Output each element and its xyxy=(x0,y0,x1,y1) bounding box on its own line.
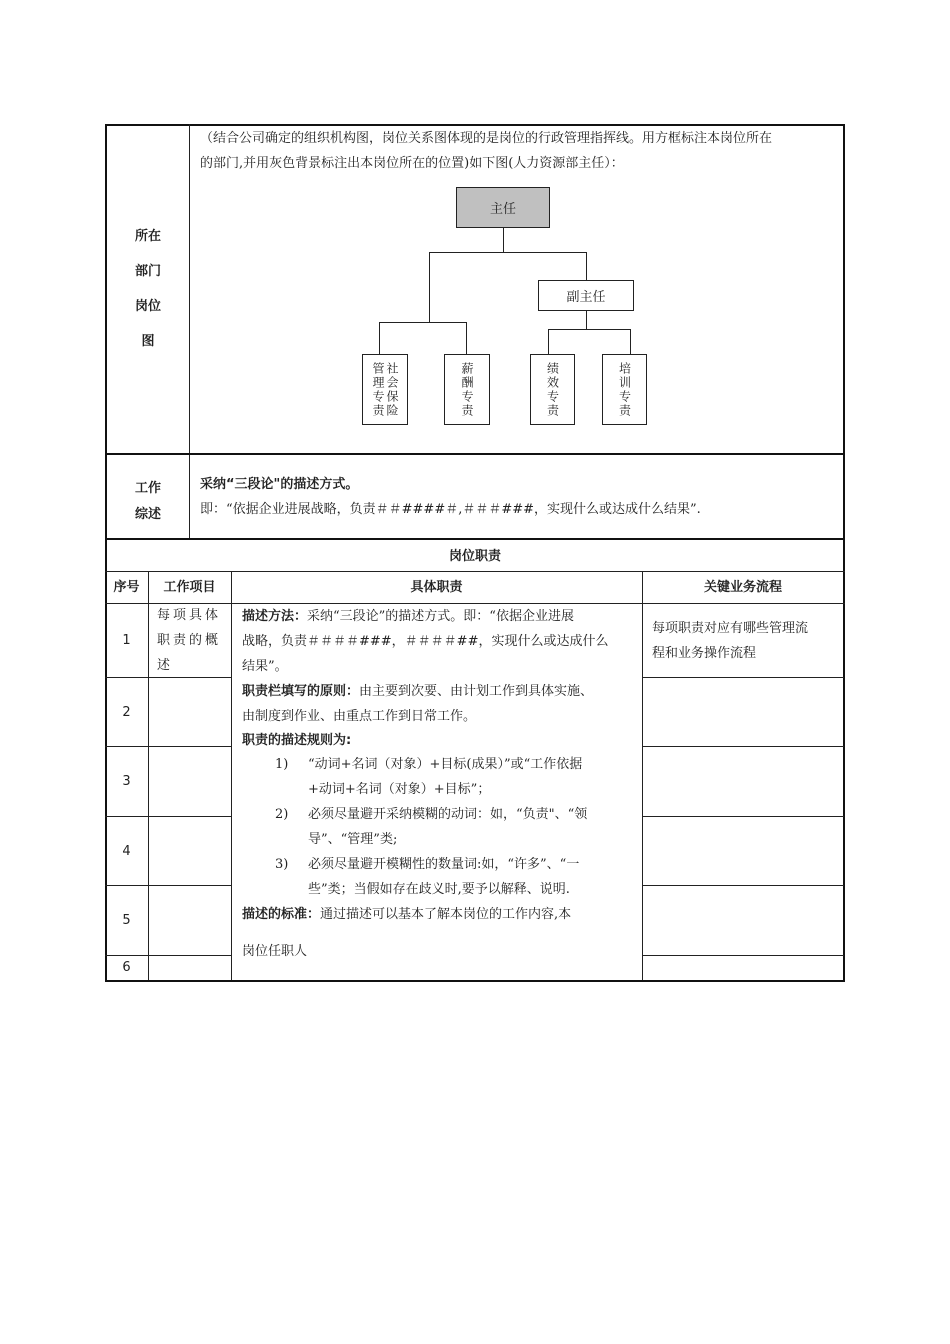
section2-label-1: 工作 xyxy=(134,481,161,496)
org-connector xyxy=(630,329,631,354)
duty-rules-label: 职责的描述规则为: xyxy=(242,733,352,748)
org-connector xyxy=(586,310,587,329)
section-divider-1 xyxy=(105,453,845,455)
org-node-salary: 薪酬专责 xyxy=(444,354,490,425)
col-divider-1 xyxy=(148,571,149,981)
duty-standard-label: 描述的标准： xyxy=(242,907,321,922)
row-number: 1 xyxy=(122,633,131,648)
duty-standard-line2: 岗位任职人 xyxy=(242,944,308,959)
org-connector xyxy=(503,228,504,252)
section-divider-2 xyxy=(105,538,845,540)
section2-line1: 采纳“三段论"的描述方式。 xyxy=(200,477,359,492)
duty-title-divider xyxy=(105,571,845,572)
header-seq: 序号 xyxy=(113,580,140,595)
header-key-process: 关键业务流程 xyxy=(703,580,782,595)
section2-line2: 即：“依据企业进展战略，负责＃＃####＃,＃＃＃###，实现什么或达成什么结果”. xyxy=(200,502,701,517)
row-number: 2 xyxy=(122,705,131,720)
header-duties: 具体职责 xyxy=(410,580,463,595)
section1-label-4: 图 xyxy=(141,334,155,349)
row1-flow-line2: 程和业务操作流程 xyxy=(652,646,757,661)
duty-principle xyxy=(242,679,593,704)
rule1-line2: +动词+名词（对象）+目标”； xyxy=(308,782,491,797)
section1-label-2: 部门 xyxy=(134,264,161,279)
duty-standard xyxy=(242,902,571,927)
duty-principle-line2: 由制度到作业、由重点工作到日常工作。 xyxy=(242,709,477,724)
duty-principle-label: 职责栏填写的原则： xyxy=(242,684,360,699)
org-node-performance: 绩效专责 xyxy=(530,354,575,425)
row-line-1b xyxy=(642,677,844,678)
duty-method-line3: 结果”。 xyxy=(242,659,288,674)
row-line-3b xyxy=(642,816,844,817)
rule1-line1: “动词+名词（对象）+目标(成果）”或“工作依据 xyxy=(308,757,583,772)
label-column-divider xyxy=(189,124,190,538)
duty-standard-text: 通过描述可以基本了解本岗位的工作内容,本 xyxy=(320,907,572,922)
row1-item-line1: 每项具体 xyxy=(157,608,222,623)
row-line-2b xyxy=(642,746,844,747)
col-divider-2 xyxy=(231,571,232,981)
section1-intro-line2: 的部门,并用灰色背景标注出本岗位所在的位置)如下图(人力资源部主任）： xyxy=(200,156,624,171)
row-number: 6 xyxy=(122,960,131,975)
row-number: 3 xyxy=(122,774,131,789)
org-node-training: 培训专责 xyxy=(602,354,647,425)
row1-item-line3: 述 xyxy=(157,658,171,673)
section1-label-1: 所在 xyxy=(134,229,161,244)
rule3-number: 3) xyxy=(275,857,289,872)
org-connector xyxy=(429,252,430,322)
row-line-3 xyxy=(105,816,232,817)
org-connector xyxy=(548,329,549,354)
row-line-5b xyxy=(642,955,844,956)
org-connector xyxy=(466,322,467,354)
org-node-deputy: 副主任 xyxy=(538,280,634,311)
org-node-social-insurance: 社会保险管理专责 xyxy=(362,354,408,425)
rule2-line1: 必须尽量避开采纳模糊的动词：如，“负责"、“领 xyxy=(308,807,588,822)
row1-item-line2: 职责的概 xyxy=(157,633,222,648)
duty-method-label: 描述方法： xyxy=(242,609,308,624)
duty-method-line2: 战略，负责＃＃＃＃###，＃＃＃＃##，实现什么或达成什么 xyxy=(242,634,609,649)
row-number: 5 xyxy=(122,913,131,928)
rule3-line1: 必须尽量避开模糊性的数量词:如，“许多”、“一 xyxy=(308,857,580,872)
header-work-item: 工作项目 xyxy=(163,580,216,595)
section1-intro-line1: （结合公司确定的组织机构图，岗位关系图体现的是岗位的行政管理指挥线。用方框标注本岗位所在 xyxy=(200,131,773,146)
org-node-director: 主任 xyxy=(456,187,550,228)
org-connector xyxy=(379,322,380,354)
row1-flow-line1: 每项职责对应有哪些管理流 xyxy=(652,621,809,636)
org-connector xyxy=(429,252,586,253)
rule2-number: 2) xyxy=(275,807,289,822)
row-number: 4 xyxy=(122,844,131,859)
duty-method-text: 采纳“三段论”的描述方式。即：“依据企业进展 xyxy=(307,609,574,624)
duty-principle-text: 由主要到次要、由计划工作到具体实施、 xyxy=(359,684,594,699)
rule1-number: 1) xyxy=(275,757,289,772)
duty-method xyxy=(242,604,574,629)
section1-label-3: 岗位 xyxy=(134,299,161,314)
row-line-4b xyxy=(642,885,844,886)
org-connector xyxy=(586,252,587,280)
rule2-line2: 导”、“管理”类; xyxy=(308,832,398,847)
duty-section-title: 岗位职责 xyxy=(448,549,501,564)
org-connector xyxy=(548,329,630,330)
org-connector xyxy=(379,322,466,323)
row-line-4 xyxy=(105,885,232,886)
section2-label-2: 综述 xyxy=(134,507,161,522)
row-line-2 xyxy=(105,746,232,747)
col-divider-3 xyxy=(642,571,643,981)
rule3-line2: 些”类；当假如存在歧义时,要予以解释、说明. xyxy=(308,882,570,897)
table-bottom-border xyxy=(105,980,845,982)
